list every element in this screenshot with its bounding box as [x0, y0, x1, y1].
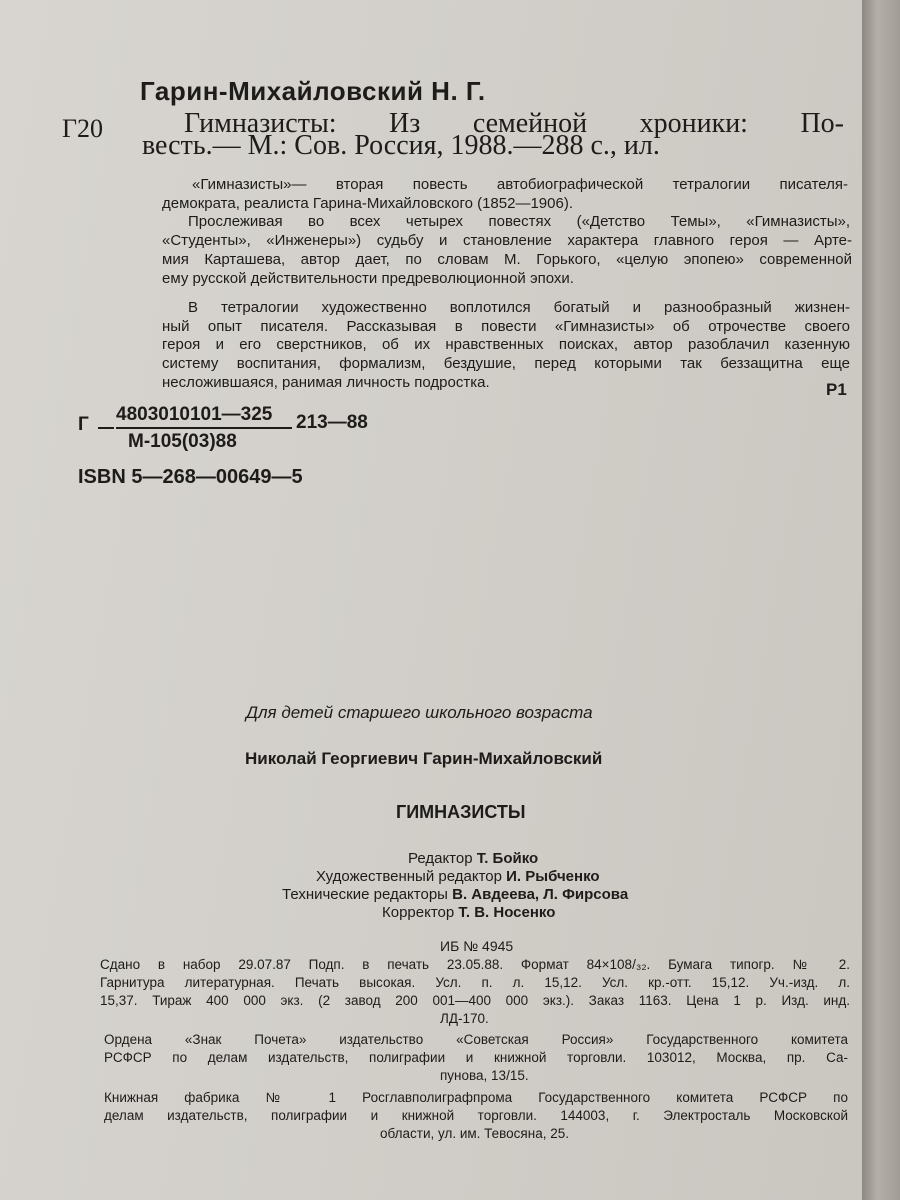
- page-edge-shadow: [862, 0, 900, 1200]
- abstract-line: несложившаяся, ранимая личность подростка.: [162, 374, 490, 391]
- imprint-line: ЛД-170.: [440, 1011, 489, 1026]
- abstract-line: «Студенты», «Инженеры») судьбу и становление характера главного героя — Арте-: [162, 232, 852, 249]
- code-numerator: 4803010101—325: [116, 404, 273, 425]
- abstract-line: ему русской действительности предреволюционной эпохи.: [162, 270, 574, 287]
- imprint-line: 15,37. Тираж 400 000 экз. (2 завод 200 001—400 000 экз.). Заказ 1163. Цена 1 р. Изд. инд.: [100, 993, 850, 1008]
- imprint-line: Гарнитура литературная. Печать высокая. Усл. п. л. 15,12. Усл. кр.-отт. 15,12. Уч.-изд. л.: [100, 975, 850, 990]
- code-suffix: 213—88: [296, 412, 368, 433]
- imprint-ib: ИБ № 4945: [440, 938, 514, 954]
- audience-note: Для детей старшего школьного возраста: [246, 703, 593, 722]
- fraction-bar: [116, 427, 292, 429]
- publisher-line: пунова, 13/15.: [440, 1068, 529, 1083]
- credit-art-editor: Художественный редактор И. Рыбченко: [316, 868, 600, 885]
- abstract-line: «Гимназисты»— вторая повесть автобиографической тетралогии писателя-: [192, 176, 848, 193]
- credit-corrector: Корректор Т. В. Носенко: [382, 904, 556, 921]
- credit-editor: Редактор Т. Бойко: [408, 850, 539, 867]
- catalog-title-line1: Гимназисты: Из семейной хроники: По-: [184, 108, 844, 139]
- printer-line: Книжная фабрика № 1 Росглавполиграфпрома Государственного комитета РСФСР по: [104, 1090, 848, 1105]
- abstract-line: демократа, реалиста Гарина-Михайловского (1852—1906).: [162, 195, 573, 212]
- code-leader-rule: [98, 427, 114, 429]
- publisher-line: Ордена «Знак Почета» издательство «Советская Россия» Государственного комитета: [104, 1032, 848, 1047]
- isbn: ISBN 5—268—00649—5: [78, 466, 303, 488]
- printer-line: области, ул. им. Тевосяна, 25.: [380, 1126, 569, 1141]
- catalog-index: Г20: [62, 114, 104, 143]
- class-code: Р1: [826, 380, 847, 399]
- credit-tech-editors: Технические редакторы В. Авдеева, Л. Фирсова: [282, 886, 629, 903]
- imprint-line: Сдано в набор 29.07.87 Подп. в печать 23.05.88. Формат 84×108/₃₂. Бумага типогр. № 2.: [100, 957, 850, 972]
- book-title: ГИМНАЗИСТЫ: [396, 802, 526, 822]
- abstract-line: Прослеживая во всех четырех повестях («Детство Темы», «Гимназисты»,: [188, 213, 850, 230]
- code-letter: Г: [78, 414, 89, 435]
- abstract-line: ный опыт писателя. Рассказывая в повести «Гимназисты» об отрочестве своего: [162, 318, 850, 335]
- abstract-line: героя и его сверстников, об их нравственных поисках, автор разоблачил казенную: [162, 336, 850, 353]
- catalog-author: Гарин-Михайловский Н. Г.: [140, 76, 486, 106]
- publisher-line: РСФСР по делам издательств, полиграфии и книжной торговли. 103012, Москва, пр. Са-: [104, 1050, 848, 1065]
- abstract-line: мия Карташева, автор дает, по словам М. Горького, «целую эпопею» современной: [162, 251, 852, 268]
- abstract-line: В тетралогии художественно воплотился богатый и разнообразный жизнен-: [188, 299, 850, 316]
- code-denominator: М-105(03)88: [128, 431, 237, 452]
- abstract-line: систему воспитания, формализм, бездушие, перед которыми так беззащитна еще: [162, 355, 850, 372]
- printer-line: делам издательств, полиграфии и книжной торговли. 144003, г. Электросталь Московской: [104, 1108, 848, 1123]
- catalog-title-line2: весть.— М.: Сов. Россия, 1988.—288 с., ил.: [142, 130, 660, 161]
- full-author: Николай Георгиевич Гарин-Михайловский: [245, 749, 603, 768]
